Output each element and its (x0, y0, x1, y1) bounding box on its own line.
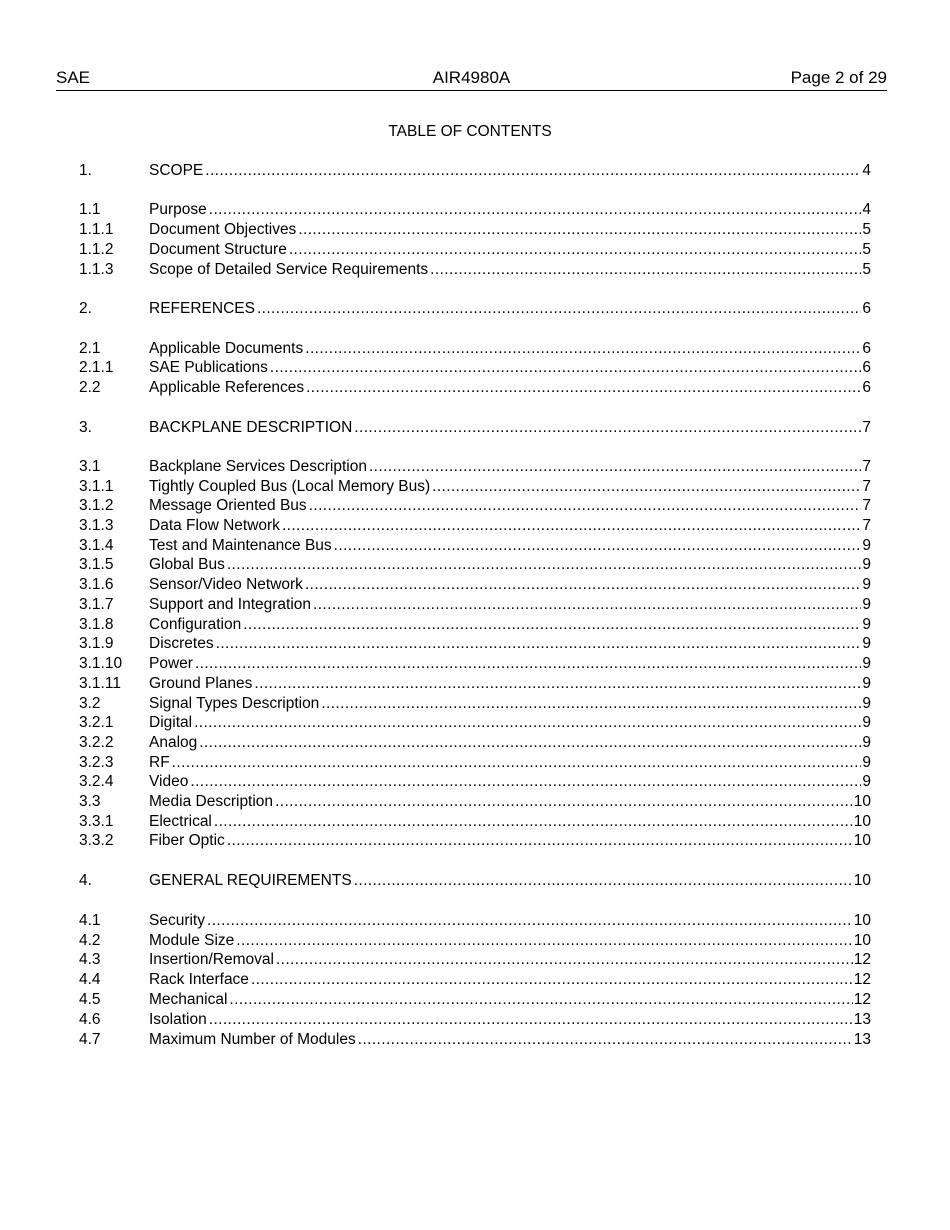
toc-section-number: 3.1.6 (79, 576, 114, 593)
toc-entry[interactable] (79, 950, 871, 970)
dot-leader (354, 871, 853, 891)
toc-entry[interactable] (79, 200, 871, 220)
toc-page-number: 6 (862, 379, 871, 396)
dot-leader (216, 634, 862, 654)
toc-section-title: Digital (149, 714, 193, 731)
toc-entry[interactable] (79, 496, 871, 516)
toc-entry[interactable] (79, 555, 871, 575)
dot-leader (321, 694, 861, 714)
toc-entry[interactable] (79, 615, 871, 635)
toc-page-number: 6 (862, 340, 871, 357)
toc-section-number: 2. (79, 300, 92, 317)
toc-page-number: 7 (862, 517, 871, 534)
dot-leader (369, 457, 861, 477)
toc-page-number: 6 (862, 300, 871, 317)
toc-page-number: 10 (853, 912, 871, 929)
toc-title: TABLE OF CONTENTS (388, 123, 552, 140)
toc-page-number: 5 (862, 261, 871, 278)
toc-entry[interactable] (79, 970, 871, 990)
toc-entry[interactable] (79, 260, 871, 280)
toc-section-title: Ground Planes (149, 675, 253, 692)
toc-section-number: 2.2 (79, 379, 101, 396)
dot-leader (214, 812, 853, 832)
dot-leader (430, 260, 861, 280)
toc-section-title: Scope of Detailed Service Requirements (149, 261, 429, 278)
toc-section-title: SCOPE (149, 162, 204, 179)
toc-section-title: RF (149, 754, 170, 771)
toc-section-number: 4.4 (79, 971, 101, 988)
toc-entry[interactable] (79, 713, 871, 733)
toc-entry[interactable] (79, 634, 871, 654)
toc-entry[interactable] (79, 654, 871, 674)
toc-section-title: Isolation (149, 1011, 207, 1028)
toc-page-number: 9 (862, 675, 871, 692)
toc-section-number: 3.1.5 (79, 556, 114, 573)
dot-leader (229, 990, 852, 1010)
toc-page-number: 10 (853, 832, 871, 849)
toc-section-title: BACKPLANE DESCRIPTION (149, 419, 353, 436)
toc-section-title: Applicable References (149, 379, 305, 396)
toc-entry[interactable] (79, 299, 871, 319)
toc-page-number: 5 (862, 241, 871, 258)
toc-section-title: Electrical (149, 813, 212, 830)
toc-section-number: 3.1.8 (79, 616, 114, 633)
toc-entry[interactable] (79, 871, 871, 891)
dot-leader (313, 595, 861, 615)
toc-entry[interactable] (79, 674, 871, 694)
toc-section-title: Document Structure (149, 241, 287, 258)
toc-section-number: 3.1.9 (79, 635, 114, 652)
toc-page-number: 7 (862, 497, 871, 514)
dot-leader (354, 418, 861, 438)
toc-entry[interactable] (79, 694, 871, 714)
header-org: SAE (56, 68, 91, 87)
dot-leader (209, 1010, 853, 1030)
toc-page-number: 7 (862, 478, 871, 495)
toc-section-number: 3.2.1 (79, 714, 114, 731)
dot-leader (358, 1030, 853, 1050)
toc-section-title: Backplane Services Description (149, 458, 367, 475)
dot-leader (227, 831, 853, 851)
toc-section-number: 4.1 (79, 912, 101, 929)
toc-section-number: 3.1.3 (79, 517, 114, 534)
toc-entry[interactable] (79, 792, 871, 812)
toc-section-title: Configuration (149, 616, 242, 633)
toc-page-number: 9 (862, 695, 871, 712)
dot-leader (205, 161, 861, 181)
dot-leader (243, 615, 861, 635)
toc-section-number: 4.6 (79, 1011, 101, 1028)
toc-section-title: Mechanical (149, 991, 228, 1008)
toc-section-number: 2.1 (79, 340, 101, 357)
toc-section-title: GENERAL REQUIREMENTS (149, 872, 352, 889)
toc-section-title: Tightly Coupled Bus (Local Memory Bus) (149, 478, 431, 495)
toc-section-number: 1. (79, 162, 92, 179)
toc-entry[interactable] (79, 1010, 871, 1030)
dot-leader (305, 339, 861, 359)
dot-leader (270, 358, 861, 378)
toc-page-number: 13 (853, 1031, 871, 1048)
dot-leader (209, 200, 862, 220)
toc-entry[interactable] (79, 733, 871, 753)
toc-section-title: Signal Types Description (149, 695, 320, 712)
toc-section-number: 4.3 (79, 951, 101, 968)
toc-page-number: 9 (862, 596, 871, 613)
toc-section-number: 4. (79, 872, 92, 889)
toc-page-number: 9 (862, 635, 871, 652)
toc-entry[interactable] (79, 911, 871, 931)
toc-page-number: 9 (862, 616, 871, 633)
dot-leader (309, 496, 862, 516)
header-doc-id: AIR4980A (432, 68, 511, 87)
page-header (56, 68, 887, 91)
toc-entry[interactable] (79, 753, 871, 773)
toc-page-number: 12 (853, 951, 871, 968)
toc-page-number: 4 (862, 162, 871, 179)
dot-leader (275, 792, 853, 812)
toc-section-number: 3.1.2 (79, 497, 114, 514)
dot-leader (207, 911, 853, 931)
toc-section-title: Support and Integration (149, 596, 312, 613)
toc-page-number: 10 (853, 872, 871, 889)
toc-entry[interactable] (79, 831, 871, 851)
toc-section-number: 1.1.3 (79, 261, 114, 278)
toc-page-number: 9 (862, 576, 871, 593)
toc-section-title: Global Bus (149, 556, 225, 573)
toc-section-number: 4.2 (79, 932, 101, 949)
toc-section-number: 3.1.1 (79, 478, 114, 495)
toc-section-title: REFERENCES (149, 300, 255, 317)
toc-section-title: Purpose (149, 201, 207, 218)
toc-entry[interactable] (79, 1030, 871, 1050)
toc-page-number: 12 (853, 991, 871, 1008)
toc-entry[interactable] (79, 931, 871, 951)
dot-leader (190, 772, 861, 792)
toc-page-number: 12 (853, 971, 871, 988)
dot-leader (194, 713, 861, 733)
toc-entry[interactable] (79, 161, 871, 181)
toc-section-number: 3. (79, 419, 92, 436)
toc-entry[interactable] (79, 536, 871, 556)
toc-section-number: 3.1.4 (79, 537, 114, 554)
dot-leader (282, 516, 861, 536)
toc-section-title: Module Size (149, 932, 235, 949)
toc-page-number: 9 (862, 655, 871, 672)
toc-section-title: Discretes (149, 635, 214, 652)
dot-leader (276, 950, 853, 970)
toc-section-number: 4.7 (79, 1031, 101, 1048)
toc-section-number: 3.1 (79, 458, 101, 475)
toc-page-number: 9 (862, 754, 871, 771)
toc-entry[interactable] (79, 358, 871, 378)
toc-page-number: 9 (862, 537, 871, 554)
toc-page-number: 9 (862, 773, 871, 790)
dot-leader (432, 477, 861, 497)
toc-section-title: Sensor/Video Network (149, 576, 303, 593)
toc-section-title: Applicable Documents (149, 340, 304, 357)
dot-leader (298, 220, 861, 240)
toc-page-number: 10 (853, 793, 871, 810)
toc-entry[interactable] (79, 220, 871, 240)
toc-entry[interactable] (79, 418, 871, 438)
dot-leader (305, 575, 861, 595)
toc-page-number: 9 (862, 556, 871, 573)
dot-leader (251, 970, 853, 990)
toc-page-number: 10 (853, 813, 871, 830)
toc-page-number: 5 (862, 221, 871, 238)
toc-page-number: 13 (853, 1011, 871, 1028)
toc-entry[interactable] (79, 516, 871, 536)
dot-leader (236, 931, 852, 951)
toc-section-title: Security (149, 912, 205, 929)
toc-entry[interactable] (79, 772, 871, 792)
toc-section-title: Media Description (149, 793, 274, 810)
dot-leader (172, 753, 862, 773)
toc-section-number: 1.1.2 (79, 241, 114, 258)
toc-section-number: 3.1.11 (79, 675, 121, 692)
toc-entry[interactable] (79, 575, 871, 595)
toc-section-number: 3.3.1 (79, 813, 114, 830)
toc-section-number: 3.1.7 (79, 596, 114, 613)
toc-entry[interactable] (79, 812, 871, 832)
toc-section-number: 2.1.1 (79, 359, 114, 376)
header-page-number: Page 2 of 29 (790, 68, 887, 87)
toc-section-title: Analog (149, 734, 198, 751)
toc-section-title: Power (149, 655, 193, 672)
toc-section-number: 3.3.2 (79, 832, 114, 849)
toc-section-title: Message Oriented Bus (149, 497, 307, 514)
toc-entry[interactable] (79, 339, 871, 359)
dot-leader (199, 733, 861, 753)
toc-section-number: 1.1 (79, 201, 101, 218)
toc-page-number: 4 (862, 201, 871, 218)
toc-section-title: Data Flow Network (149, 517, 280, 534)
toc-section-title: SAE Publications (149, 359, 268, 376)
dot-leader (227, 555, 862, 575)
toc-section-number: 3.2.4 (79, 773, 114, 790)
toc-page-number: 7 (862, 419, 871, 436)
toc-entry[interactable] (79, 477, 871, 497)
toc-page-number: 9 (862, 714, 871, 731)
toc-entry[interactable] (79, 990, 871, 1010)
toc-section-title: Video (149, 773, 189, 790)
dot-leader (195, 654, 861, 674)
toc-section-title: Maximum Number of Modules (149, 1031, 356, 1048)
dot-leader (306, 378, 861, 398)
toc-section-number: 3.2 (79, 695, 101, 712)
toc-section-title: Insertion/Removal (149, 951, 274, 968)
toc-section-number: 1.1.1 (79, 221, 114, 238)
toc-entry[interactable] (79, 378, 871, 398)
toc-section-title: Test and Maintenance Bus (149, 537, 332, 554)
toc-section-number: 3.3 (79, 793, 101, 810)
toc-page-number: 6 (862, 359, 871, 376)
toc-section-title: Rack Interface (149, 971, 249, 988)
toc-page-number: 7 (862, 458, 871, 475)
toc-section-number: 3.1.10 (79, 655, 123, 672)
toc-section-title: Fiber Optic (149, 832, 225, 849)
dot-leader (254, 674, 861, 694)
toc-page-number: 9 (862, 734, 871, 751)
toc-section-number: 3.2.3 (79, 754, 114, 771)
toc-entry[interactable] (79, 240, 871, 260)
toc-entry[interactable] (79, 457, 871, 477)
dot-leader (289, 240, 862, 260)
dot-leader (334, 536, 862, 556)
toc-entry[interactable] (79, 595, 871, 615)
toc-section-title: Document Objectives (149, 221, 297, 238)
toc-section-number: 3.2.2 (79, 734, 114, 751)
toc-section-number: 4.5 (79, 991, 101, 1008)
toc-page-number: 10 (853, 932, 871, 949)
dot-leader (257, 299, 861, 319)
